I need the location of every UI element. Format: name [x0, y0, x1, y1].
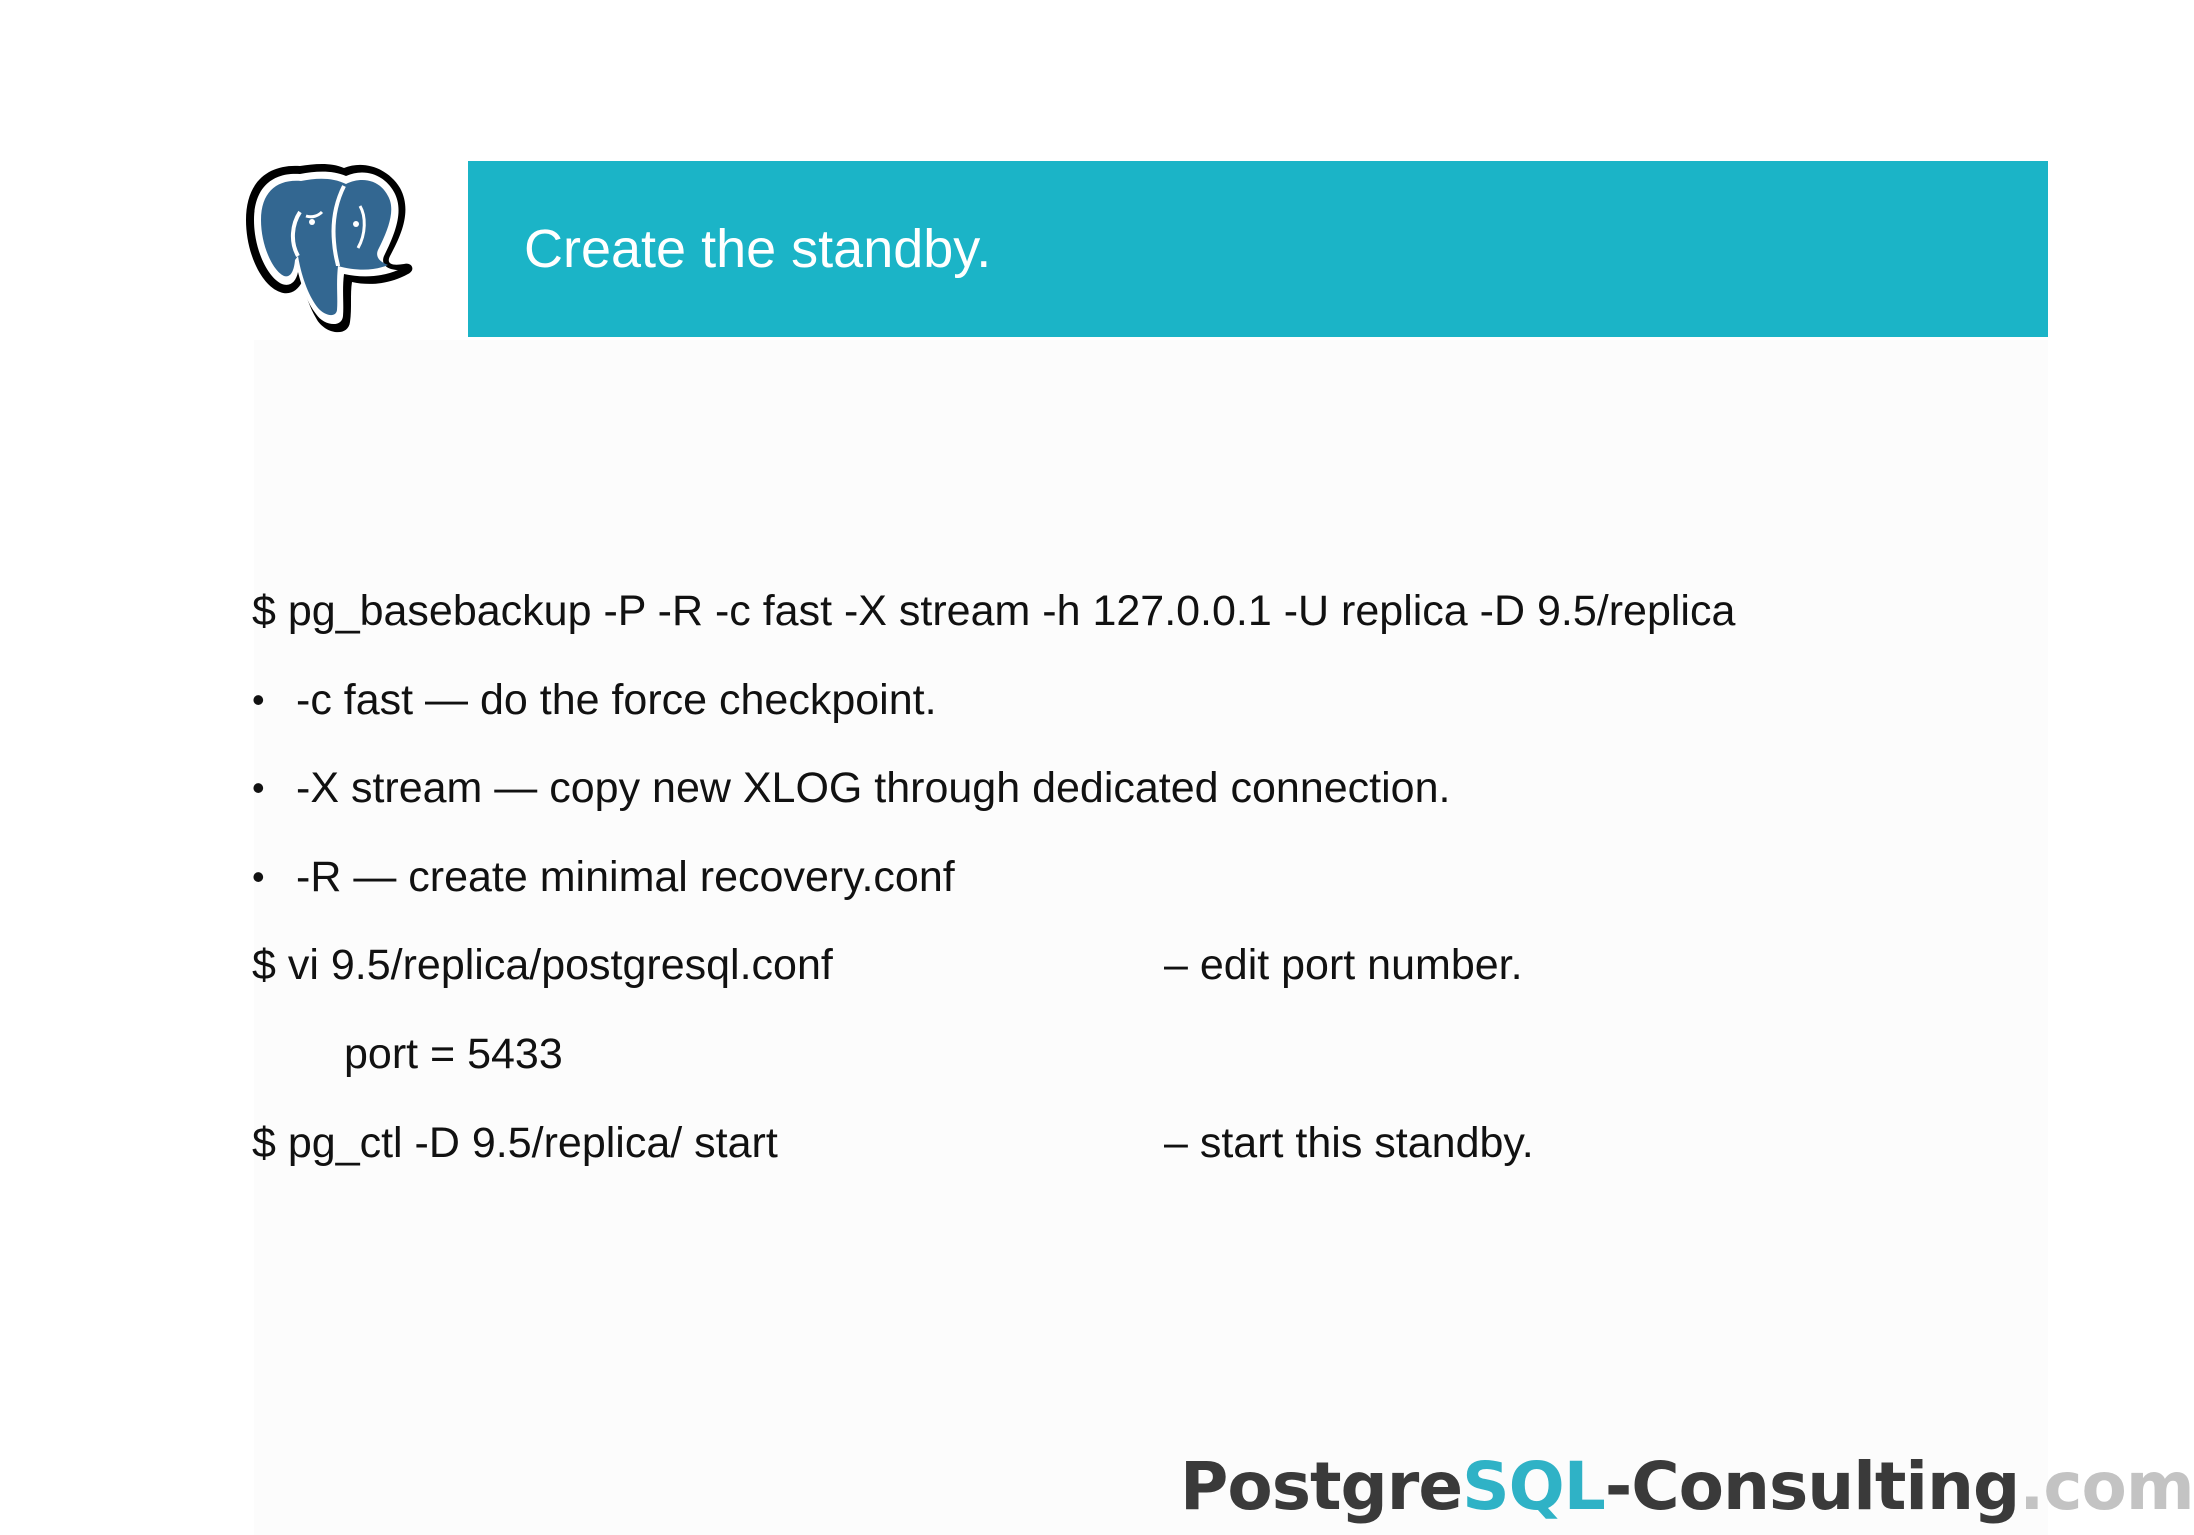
bullet-text: -R — create minimal recovery.conf [296, 852, 955, 901]
postgresql-elephant-icon [240, 158, 420, 342]
brand-part-consulting: -Consulting [1604, 1448, 2020, 1525]
bullet-item [252, 669, 1952, 758]
slide-content [252, 580, 1952, 1200]
start-command: $ pg_ctl -D 9.5/replica/ start [252, 1118, 778, 1167]
bullet-dot: • [252, 855, 265, 897]
bullet-item [252, 846, 1952, 935]
port-setting: port = 5433 [344, 1029, 563, 1078]
start-comment: – start this standby. [1164, 1118, 1534, 1167]
bullet-item [252, 757, 1952, 846]
bullet-dot: • [252, 678, 265, 720]
brand-part-postgre: Postgre [1180, 1448, 1463, 1525]
brand-part-com: .com [2019, 1448, 2194, 1525]
vi-comment: – edit port number. [1164, 941, 1523, 990]
title-bar [468, 161, 2048, 337]
vi-command: $ vi 9.5/replica/postgresql.conf [252, 941, 833, 990]
bullet-dot: • [252, 767, 265, 809]
slide-title: Create the standby. [524, 219, 992, 279]
basebackup-command: $ pg_basebackup -P -R -c fast -X stream -h 127.0.0.1 -U replica -D 9.5/replica [252, 587, 1736, 635]
bullet-text: -c fast — do the force checkpoint. [296, 675, 937, 724]
bullet-text: -X stream — copy new XLOG through dedicated connection. [296, 764, 1451, 813]
brand-part-sql: SQL [1462, 1448, 1605, 1525]
brand-logo [1180, 1448, 2194, 1525]
start-command-row [252, 1112, 1952, 1201]
vi-command-row [252, 934, 1952, 1023]
